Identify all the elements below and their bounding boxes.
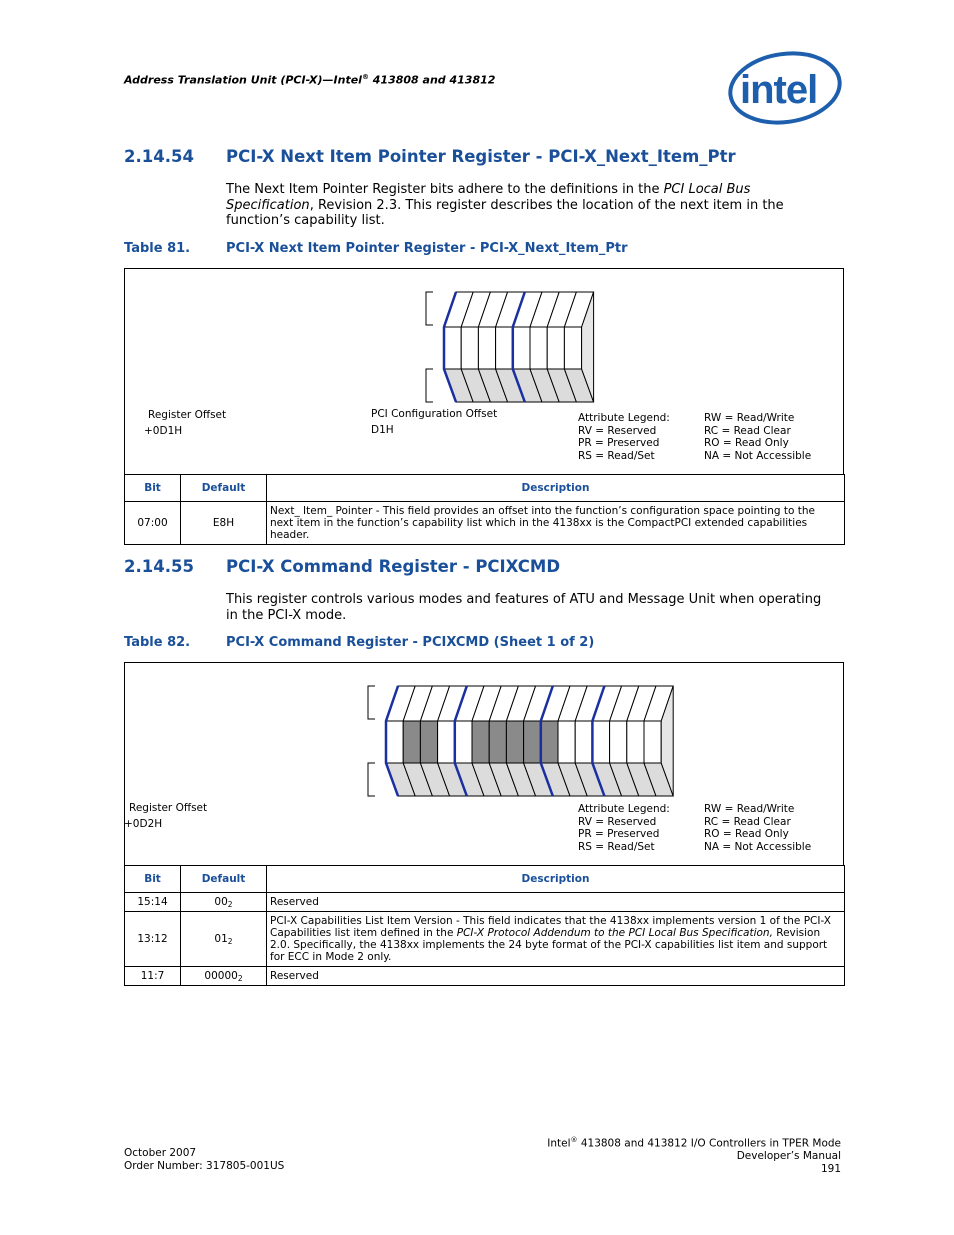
bit-cell bbox=[386, 721, 403, 763]
register-offset-value-82: +0D2H bbox=[124, 818, 163, 830]
bit-cell bbox=[506, 721, 523, 763]
table-header-row: Bit Default Description bbox=[125, 475, 845, 502]
attribute-legend-left-82: Attribute Legend: RV = Reserved PR = Preserved RS = Read/Set bbox=[578, 803, 670, 853]
page-number: 191 bbox=[820, 1162, 841, 1175]
table-header-row: Bit Default Description bbox=[125, 866, 845, 893]
table-row: 15:14 $00_2$ Reserved bbox=[125, 893, 845, 912]
bit-cell bbox=[610, 721, 627, 763]
bit-cell bbox=[403, 721, 420, 763]
register-offset-label: Register Offset bbox=[148, 409, 227, 421]
bit-cell bbox=[644, 721, 661, 763]
bit-cell bbox=[558, 721, 575, 763]
table-row: 13:12 $01_2$ PCI-X Capabilities List Item Version - This field indicates that the 4138xx implements version 1 of the PCI-X Capabilities list item defined in the PCI-X Protocol Addendum to the PCI Local Bus Specification, Revision 2.0. Specifically, the 4138xx implements the 24 byte format of the PCI-X capabilities list item and support for ECC in Mode 2 only. bbox=[125, 912, 845, 967]
section-paragraph-1: The Next Item Pointer Register bits adhere to the definitions in the PCI Local Bus Specification, Revision 2.3. This register describes the location of the next item in the function’s capability list. bbox=[226, 182, 784, 228]
bit-cell bbox=[547, 327, 564, 369]
bit-cell bbox=[478, 327, 495, 369]
bit-cell bbox=[524, 721, 541, 763]
register-bit-diagram-8bit bbox=[418, 285, 604, 407]
bit-cell bbox=[564, 327, 581, 369]
bit-cell bbox=[627, 721, 644, 763]
bit-cell bbox=[444, 327, 461, 369]
footer-left: October 2007 Order Number: 317805-001US bbox=[124, 1147, 285, 1172]
intel-logo bbox=[726, 50, 844, 126]
footer-right: Intel® 413808 and 413812 I/O Controllers in TPER Mode Developer’s Manual 191 bbox=[547, 1136, 841, 1175]
section-heading-2-14-54: 2.14.54 PCI-X Next Item Pointer Register - PCI-X_Next_Item_Ptr bbox=[124, 147, 736, 166]
bit-cell bbox=[489, 721, 506, 763]
register-offset-label-82: Register Offset bbox=[129, 802, 208, 814]
bit-cell bbox=[575, 721, 592, 763]
register-bit-diagram-16bit bbox=[360, 679, 680, 801]
attribute-legend-right-82: RW = Read/Write RC = Read Clear RO = Read Only NA = Not Accessible bbox=[704, 803, 812, 853]
table-row: 11:7 $00000_2$ Reserved bbox=[125, 967, 845, 986]
table-81-caption: Table 81. PCI-X Next Item Pointer Register - PCI-X_Next_Item_Ptr bbox=[124, 241, 628, 256]
attribute-legend-left: Attribute Legend: RV = Reserved PR = Preserved RS = Read/Set bbox=[578, 412, 670, 462]
section-paragraph-2: This register controls various modes and features of ATU and Message Unit when operating in the PCI-X mode. bbox=[226, 592, 822, 623]
table-row: 07:00 E8H Next_ Item_ Pointer - This field provides an offset into the function’s configuration space pointing to the next item in the function’s capability list which in the 4138xx is the CompactPCI extended capabilities header. bbox=[125, 502, 845, 545]
table-82 bbox=[124, 865, 845, 986]
bit-cell bbox=[472, 721, 489, 763]
section-heading-2-14-55: 2.14.55 PCI-X Command Register - PCIXCMD bbox=[124, 557, 561, 576]
table-82-caption: Table 82. PCI-X Command Register - PCIXCMD (Sheet 1 of 2) bbox=[124, 635, 595, 650]
bit-cell bbox=[541, 721, 558, 763]
pci-config-offset-value: D1H bbox=[371, 424, 394, 436]
register-offset-value: +0D1H bbox=[144, 425, 183, 437]
bit-cell bbox=[513, 327, 530, 369]
bit-cell bbox=[438, 721, 455, 763]
running-header: Address Translation Unit (PCI-X)—Intel® 413808 and 413812 bbox=[124, 73, 496, 87]
attribute-legend-right: RW = Read/Write RC = Read Clear RO = Read Only NA = Not Accessible bbox=[704, 412, 812, 462]
pci-config-offset-label: PCI Configuration Offset bbox=[371, 408, 498, 420]
bit-cell bbox=[530, 327, 547, 369]
bit-cell bbox=[592, 721, 609, 763]
bit-cell bbox=[496, 327, 513, 369]
bit-cell bbox=[455, 721, 472, 763]
bit-cell bbox=[420, 721, 437, 763]
svg-text:intel: intel bbox=[740, 68, 818, 112]
bit-cell bbox=[461, 327, 478, 369]
table-81 bbox=[124, 474, 845, 545]
